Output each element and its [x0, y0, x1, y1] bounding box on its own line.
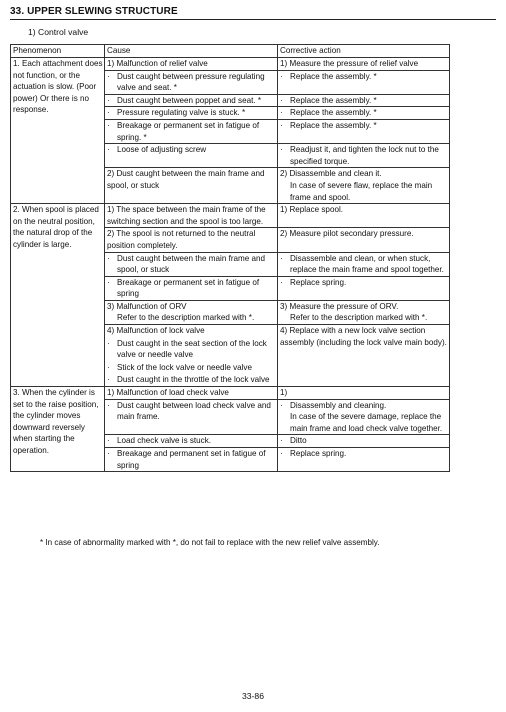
cause-cell: 2) Dust caught between the main frame and spool, or stuck — [105, 168, 278, 204]
cause-cell: 1) Malfunction of load check valve — [105, 387, 278, 400]
table-row — [11, 58, 450, 71]
cause-cell: · Dust caught between the main frame and spool, or stuck — [105, 252, 278, 276]
cause-cell: · Dust caught between load check valve and main frame. — [105, 399, 278, 435]
bullet: · — [107, 120, 110, 130]
column-header: Phenomenon — [11, 45, 105, 58]
bullet: · — [107, 436, 110, 446]
table-row — [11, 204, 450, 228]
bullet: · — [280, 400, 283, 410]
cause-cell: 2) The spool is not returned to the neutral position completely. — [105, 228, 278, 252]
action-cell: · Replace spring. — [278, 448, 450, 472]
column-header: Corrective action — [278, 45, 450, 58]
action-cell: 1) — [278, 387, 450, 400]
action-cell: · Disassemble and clean, or when stuck, replace the main frame and spool together. — [278, 252, 450, 276]
cause-cell: · Breakage or permanent set in fatigue of spring — [105, 276, 278, 300]
cause-cell: · Breakage or permanent set in fatigue of spring. * — [105, 119, 278, 143]
action-cell: · Replace the assembly. * — [278, 119, 450, 143]
action-cell: 3) Measure the pressure of ORV. Refer to the description marked with *. — [278, 300, 450, 324]
bullet: · — [280, 145, 283, 155]
bullet: · — [107, 400, 110, 410]
bullet: · — [107, 375, 110, 385]
bullet: · — [107, 71, 110, 81]
cause-cell: · Loose of adjusting screw — [105, 144, 278, 168]
cause-cell: 1) The space between the main frame of the switching section and the spool is too large. — [105, 204, 278, 228]
bullet: · — [280, 108, 283, 118]
action-cell: · Disassembly and cleaning. In case of the severe damage, replace the main frame and load check valve together. — [278, 399, 450, 435]
bullet: · — [107, 108, 110, 118]
column-header: Cause — [105, 45, 278, 58]
phenomenon-cell: 2. When spool is placed on the neutral position, the natural drop of the cylinder is large. — [11, 204, 105, 387]
action-cell: 2) Disassemble and clean it. In case of severe flaw, replace the main frame and spool. — [278, 168, 450, 204]
table-header-row — [11, 45, 450, 58]
bullet: · — [107, 338, 110, 348]
cause-cell: · Load check valve is stuck. — [105, 435, 278, 448]
cause-cell: · Pressure regulating valve is stuck. * — [105, 107, 278, 120]
action-cell: 1) Replace spool. — [278, 204, 450, 228]
cause-cell: 3) Malfunction of ORV Refer to the description marked with *. — [105, 300, 278, 324]
bullet: · — [280, 449, 283, 458]
cause-cell: · Dust caught between poppet and seat. * — [105, 94, 278, 107]
phenomenon-cell: 1. Each attachment does not function, or the actuation is slow. (Poor power) Or there is no response. — [11, 58, 105, 204]
bullet: · — [107, 95, 110, 105]
cause-cell: 4) Malfunction of lock valve · Dust caught in the seat section of the lock valve or needle valve · Stick of the lock valve or needle valve · Dust caught in the throttle of the lock valve — [105, 325, 278, 387]
bullet: · — [280, 436, 283, 446]
action-cell: · Ditto — [278, 435, 450, 448]
action-cell: · Replace the assembly. * — [278, 70, 450, 94]
bullet: · — [280, 277, 283, 287]
action-cell: · Readjust it, and tighten the lock nut to the specified torque. — [278, 144, 450, 168]
page-number: 33-86 — [242, 691, 264, 701]
bullet: · — [107, 253, 110, 263]
action-cell: · Replace the assembly. * — [278, 94, 450, 107]
cause-cell: · Dust caught between pressure regulating valve and seat. * — [105, 70, 278, 94]
phenomenon-cell: 3. When the cylinder is set to the raise position, the cylinder moves downward reversely when starting the operation. — [11, 387, 105, 472]
action-cell: · Replace spring. — [278, 276, 450, 300]
bullet: · — [280, 71, 283, 81]
bullet: · — [280, 253, 283, 263]
bullet: · — [280, 95, 283, 105]
table-row — [11, 387, 450, 400]
bullet: · — [107, 362, 110, 372]
action-cell: · Replace the assembly. * — [278, 107, 450, 120]
bullet: · — [107, 449, 110, 458]
action-cell: 1) Measure the pressure of relief valve — [278, 58, 450, 71]
cause-cell: 1) Malfunction of relief valve — [105, 58, 278, 71]
bullet: · — [107, 145, 110, 155]
page-header: 33. UPPER SLEWING STRUCTURE — [10, 6, 496, 20]
footnote: * In case of abnormality marked with *, do not fail to replace with the new relief valve assembly. — [40, 538, 380, 547]
action-cell: 2) Measure pilot secondary pressure. — [278, 228, 450, 252]
troubleshooting-table — [10, 44, 450, 472]
section-title: 1) Control valve — [28, 27, 89, 37]
action-cell: 4) Replace with a new lock valve section assembly (including the lock valve main body). — [278, 325, 450, 387]
cause-cell: · Breakage and permanent set in fatigue of spring — [105, 448, 278, 472]
bullet: · — [107, 277, 110, 287]
bullet: · — [280, 120, 283, 130]
